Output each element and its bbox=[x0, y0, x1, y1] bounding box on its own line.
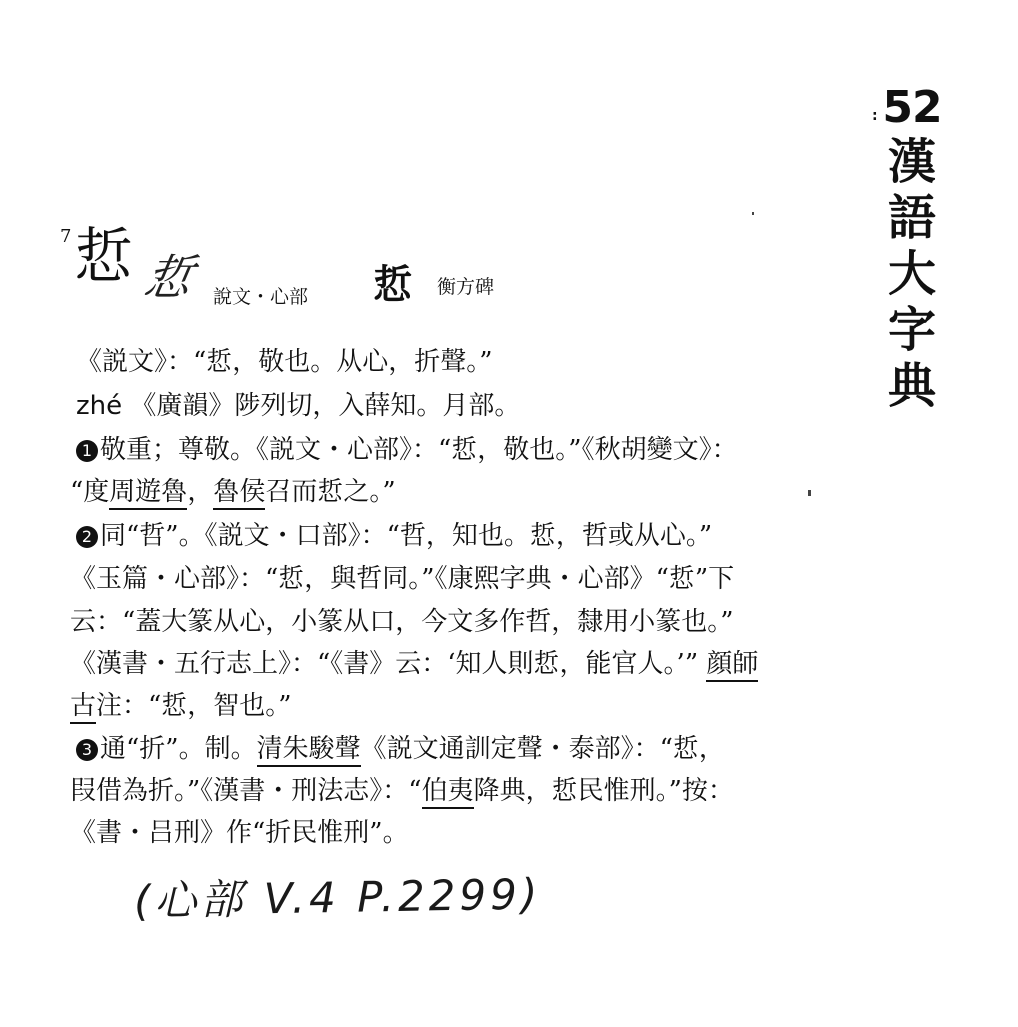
dynasty-name: 清 bbox=[257, 734, 283, 767]
text-run: 《書・吕刑》作“折民惟刑”。 bbox=[70, 818, 409, 848]
seal-script-source: 說文・心部 bbox=[213, 286, 309, 308]
seal-script-glyph: 悊 bbox=[140, 250, 198, 306]
text-run: 《玉篇・心部》：“悊，與哲同。”《康熙字典・心部》“悊”下 bbox=[70, 564, 735, 594]
volume-number: 52 bbox=[882, 82, 942, 133]
entry-line bbox=[70, 817, 810, 849]
entry-line bbox=[70, 690, 810, 722]
pinyin: zhé bbox=[76, 391, 123, 421]
entry-line bbox=[70, 648, 810, 680]
text-run: 注：“悊，智也。” bbox=[96, 691, 292, 721]
sense-1-line bbox=[76, 434, 816, 466]
source-label bbox=[872, 82, 944, 414]
phonology: 《廣韻》陟列切，入薛知。月部。 bbox=[130, 391, 521, 421]
proper-name: 朱駿聲 bbox=[283, 734, 361, 767]
entry-line bbox=[76, 346, 816, 378]
sense-text: 敬重；尊敬。《説文・心部》：“悊，敬也。”《秋胡變文》： bbox=[100, 435, 738, 465]
proper-name: 魯侯 bbox=[213, 477, 265, 510]
headword: 悊 bbox=[74, 222, 134, 292]
sense-number: 3 bbox=[76, 739, 98, 761]
proper-name: 伯夷 bbox=[422, 776, 474, 809]
title-char: 典 bbox=[887, 358, 936, 414]
scan-speck bbox=[808, 490, 811, 496]
scan-speck bbox=[752, 212, 754, 215]
text-run: “度 bbox=[70, 477, 110, 507]
sense-2-line bbox=[76, 520, 816, 552]
text-run: 云：“蓋大篆从心，小篆从口，今文多作哲，隸用小篆也。” bbox=[70, 607, 734, 637]
sense-text: 通“折”。制。 bbox=[100, 734, 257, 764]
text-run: 降典，悊民惟刑。”按： bbox=[473, 776, 734, 806]
text-run: 《漢書・五行志上》：“《書》云：‘知人則悊，能官人。’” bbox=[70, 649, 699, 679]
entry-line bbox=[70, 476, 810, 508]
clerical-script-source: 衡方碑 bbox=[437, 276, 495, 298]
title-char: 漢 bbox=[887, 134, 936, 190]
entry-line bbox=[70, 775, 810, 807]
text-run: ， bbox=[187, 477, 214, 507]
proper-name: 周遊魯 bbox=[109, 477, 187, 510]
shuowen-citation: 《説文》：“悊，敬也。从心，折聲。” bbox=[76, 347, 493, 377]
text-run: 《説文通訓定聲・泰部》：“悊， bbox=[360, 734, 725, 764]
title-char: 語 bbox=[887, 190, 936, 246]
side-dot: : bbox=[872, 108, 878, 124]
entry-line bbox=[70, 606, 810, 638]
stroke-count: 7 bbox=[60, 226, 72, 247]
entry-line bbox=[70, 563, 810, 595]
sense-text: 同“哲”。《説文・口部》：“哲，知也。悊，哲或从心。” bbox=[100, 521, 713, 551]
sense-number: 1 bbox=[76, 440, 98, 462]
text-run: 叚借為折。”《漢書・刑法志》：“ bbox=[70, 776, 422, 806]
entry-line bbox=[76, 390, 816, 422]
sense-number: 2 bbox=[76, 526, 98, 548]
dictionary-title bbox=[880, 134, 944, 414]
sense-3-line bbox=[76, 733, 816, 765]
clerical-script-glyph: 悊 bbox=[373, 261, 413, 308]
title-char: 大 bbox=[887, 246, 936, 302]
proper-name: 顔師 bbox=[706, 649, 758, 682]
title-char: 字 bbox=[887, 302, 936, 358]
text-run: 召而悊之。” bbox=[265, 477, 396, 507]
proper-name: 古 bbox=[70, 691, 96, 724]
handwritten-note: (心部 V.4 P.2299) bbox=[133, 869, 542, 926]
